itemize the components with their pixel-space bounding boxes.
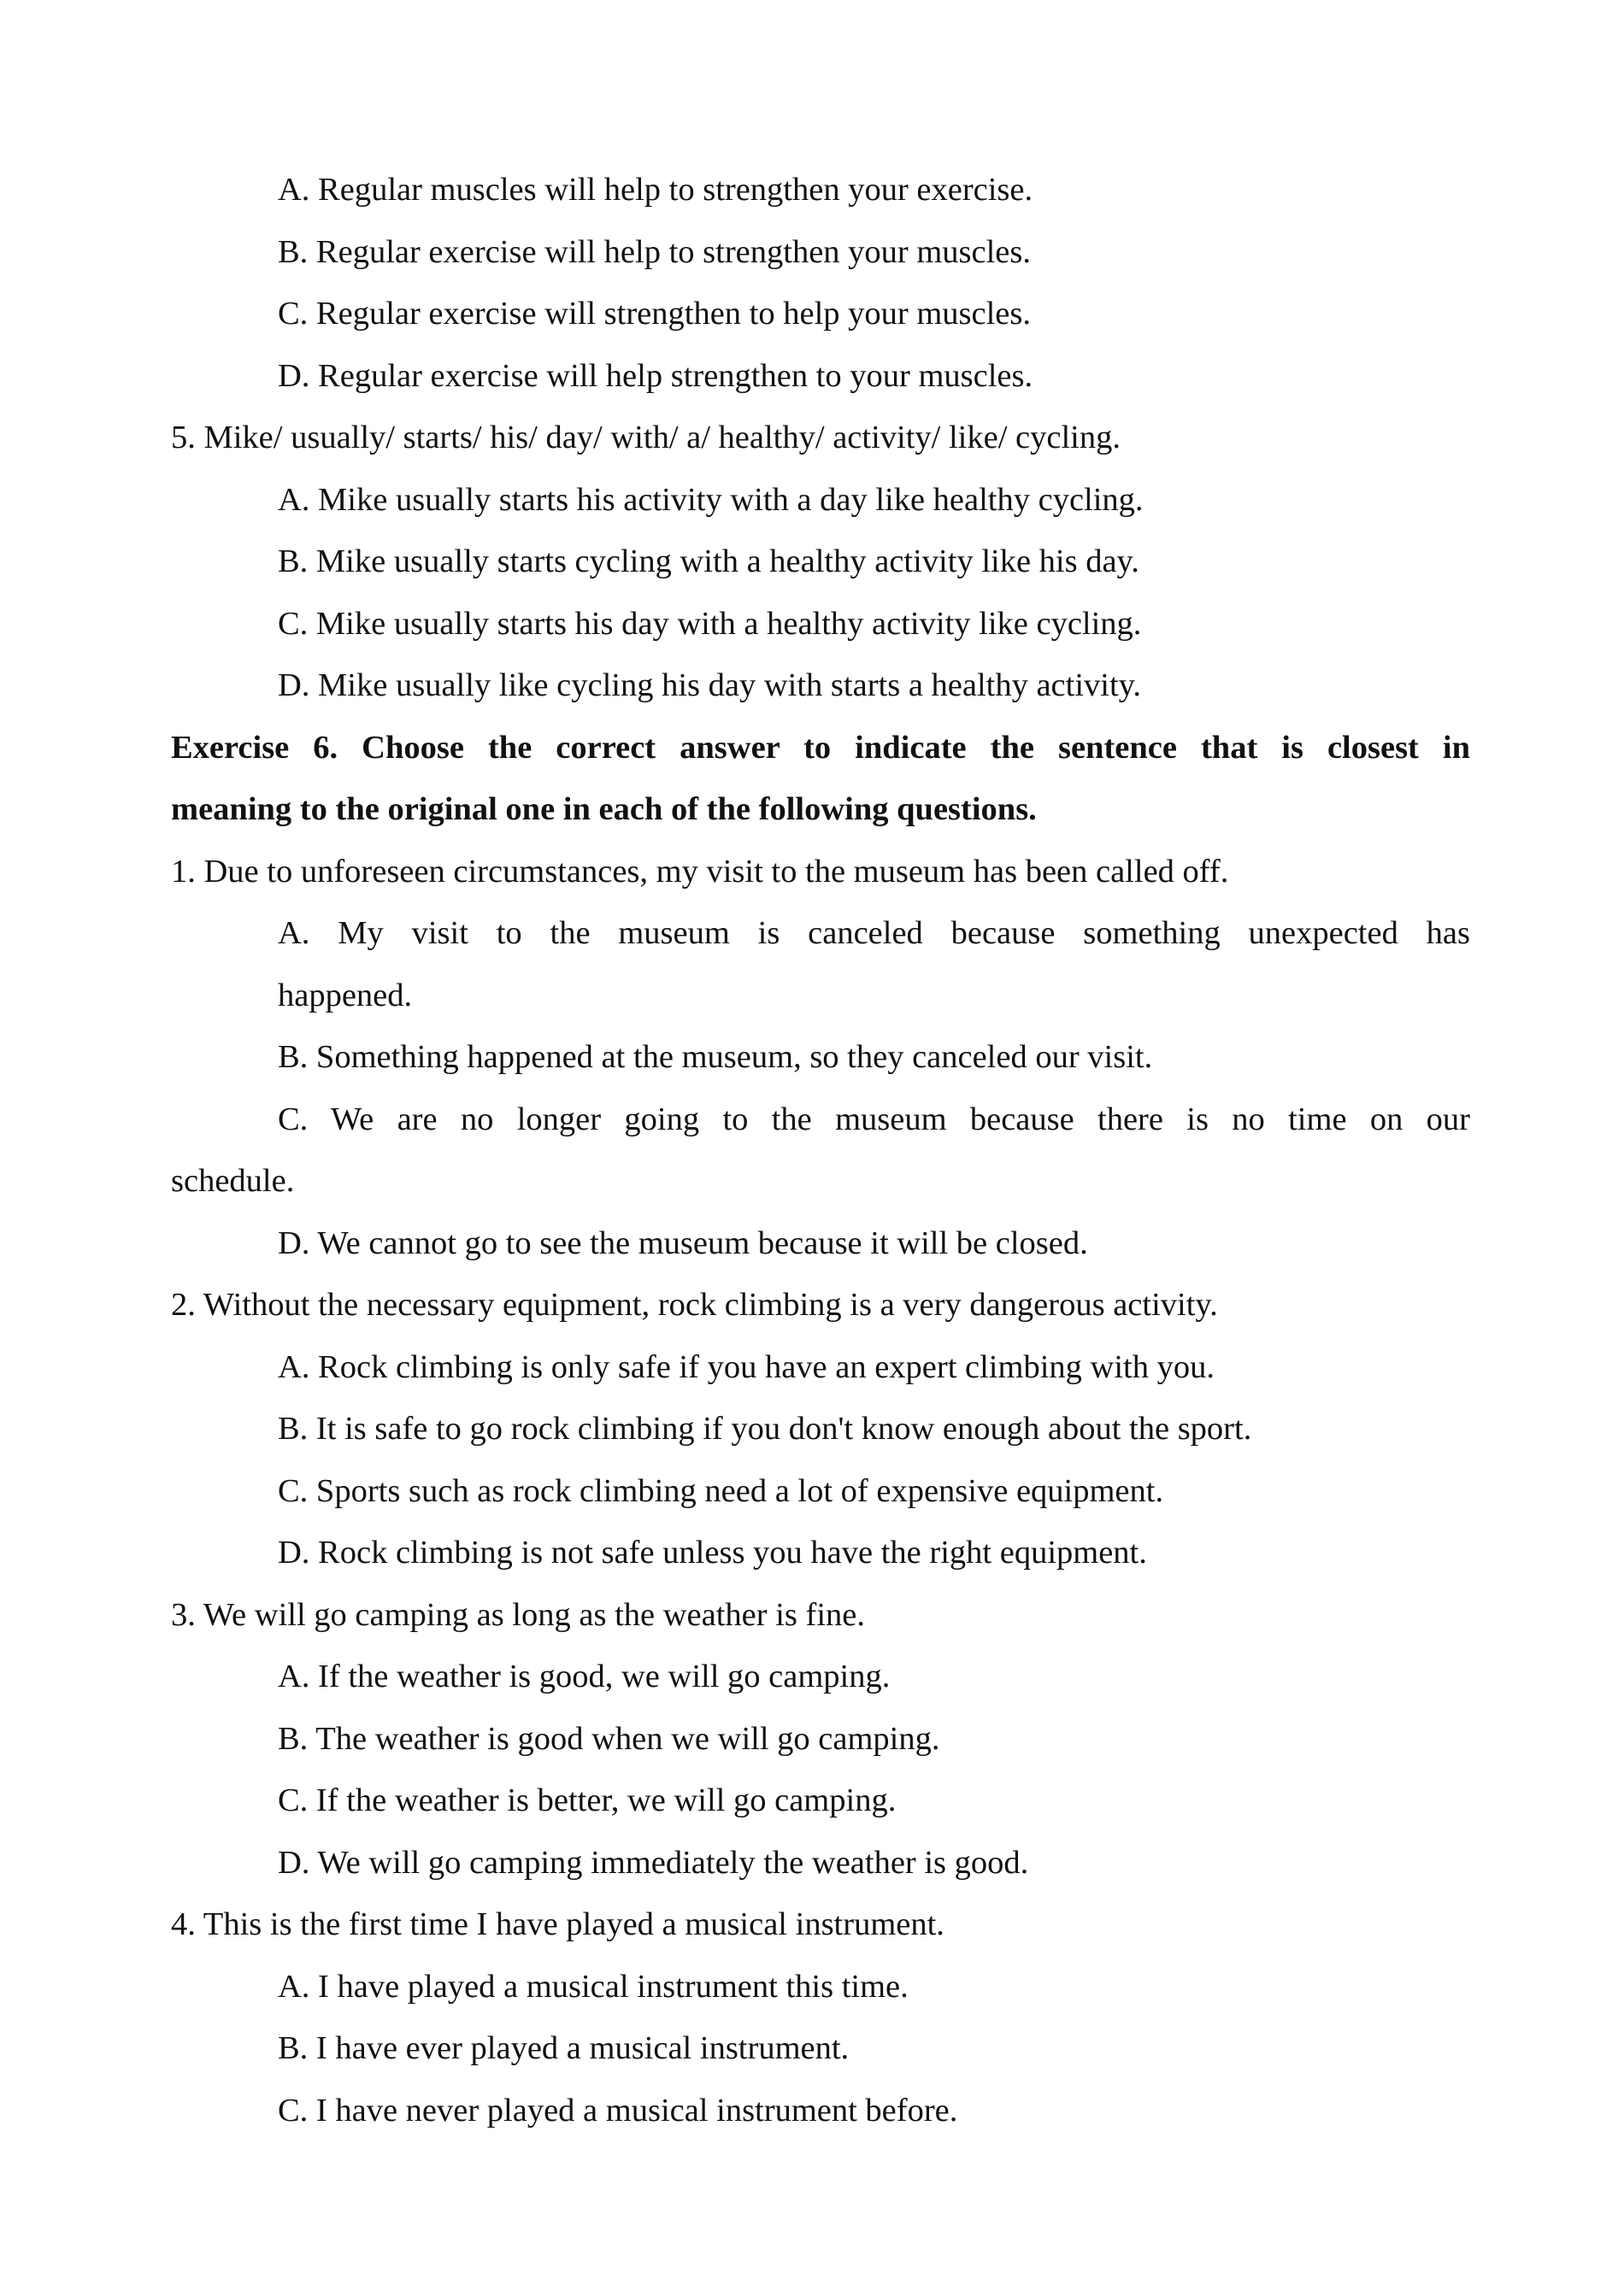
prev-q5-prompt: 5. Mike/ usually/ starts/ his/ day/ with/ a/ healthy/ activity/ like/ cycling. bbox=[171, 420, 1121, 455]
prev-q4-option-a: A. Regular muscles will help to strengthen your exercise. bbox=[278, 172, 1033, 208]
q1-option-b: B. Something happened at the museum, so they canceled our visit. bbox=[278, 1039, 1153, 1075]
q1-option-a-line-1: A. My visit to the museum is canceled because something unexpected has bbox=[278, 915, 1470, 951]
q2-option-a: A. Rock climbing is only safe if you have an expert climbing with you. bbox=[278, 1348, 1215, 1385]
q1-option-c-line-1: C. We are no longer going to the museum because there is no time on our bbox=[278, 1101, 1470, 1137]
q3-option-d: D. We will go camping immediately the weather is good. bbox=[278, 1844, 1029, 1881]
q4-prompt: 4. This is the first time I have played a musical instrument. bbox=[171, 1906, 944, 1942]
prev-q5-option-c: C. Mike usually starts his day with a healthy activity like cycling. bbox=[278, 605, 1142, 642]
q2-prompt: 2. Without the necessary equipment, rock climbing is a very dangerous activity. bbox=[171, 1287, 1218, 1323]
document-page bbox=[171, 159, 1470, 2141]
q2-option-c: C. Sports such as rock climbing need a lot of expensive equipment. bbox=[278, 1472, 1164, 1509]
q1-option-a-line-2: happened. bbox=[278, 977, 413, 1013]
q2-option-b: B. It is safe to go rock climbing if you don't know enough about the sport. bbox=[278, 1411, 1252, 1447]
q4-option-a: A. I have played a musical instrument this time. bbox=[278, 1968, 909, 2005]
q4-option-c: C. I have never played a musical instrument before. bbox=[278, 2092, 958, 2129]
prev-q4-option-d: D. Regular exercise will help strengthen to your muscles. bbox=[278, 357, 1033, 394]
q2-option-d: D. Rock climbing is not safe unless you have the right equipment. bbox=[278, 1535, 1147, 1571]
prev-q5-option-a: A. Mike usually starts his activity with a day like healthy cycling. bbox=[278, 481, 1144, 518]
q4-option-b: B. I have ever played a musical instrument. bbox=[278, 2030, 850, 2066]
q1-option-d: D. We cannot go to see the museum because it will be closed. bbox=[278, 1224, 1088, 1261]
q3-option-b: B. The weather is good when we will go camping. bbox=[278, 1720, 940, 1757]
prev-q5-option-d: D. Mike usually like cycling his day with starts a healthy activity. bbox=[278, 667, 1142, 703]
q3-option-a: A. If the weather is good, we will go camping. bbox=[278, 1659, 891, 1694]
q1-prompt: 1. Due to unforeseen circumstances, my visit to the museum has been called off. bbox=[171, 853, 1229, 890]
prev-q4-option-b: B. Regular exercise will help to strengthen your muscles. bbox=[278, 233, 1032, 270]
q3-prompt: 3. We will go camping as long as the weather is fine. bbox=[171, 1596, 865, 1633]
q3-option-c: C. If the weather is better, we will go camping. bbox=[278, 1782, 897, 1818]
prev-q4-option-c: C. Regular exercise will strengthen to help your muscles. bbox=[278, 296, 1032, 332]
exercise-6-heading-line-1: Exercise 6. Choose the correct answer to indicate the sentence that is closest in bbox=[171, 729, 1470, 766]
q1-option-c-line-2: schedule. bbox=[171, 1163, 295, 1199]
prev-q5-option-b: B. Mike usually starts cycling with a healthy activity like his day. bbox=[278, 543, 1139, 579]
exercise-6-heading-line-2: meaning to the original one in each of the following questions. bbox=[171, 791, 1037, 827]
